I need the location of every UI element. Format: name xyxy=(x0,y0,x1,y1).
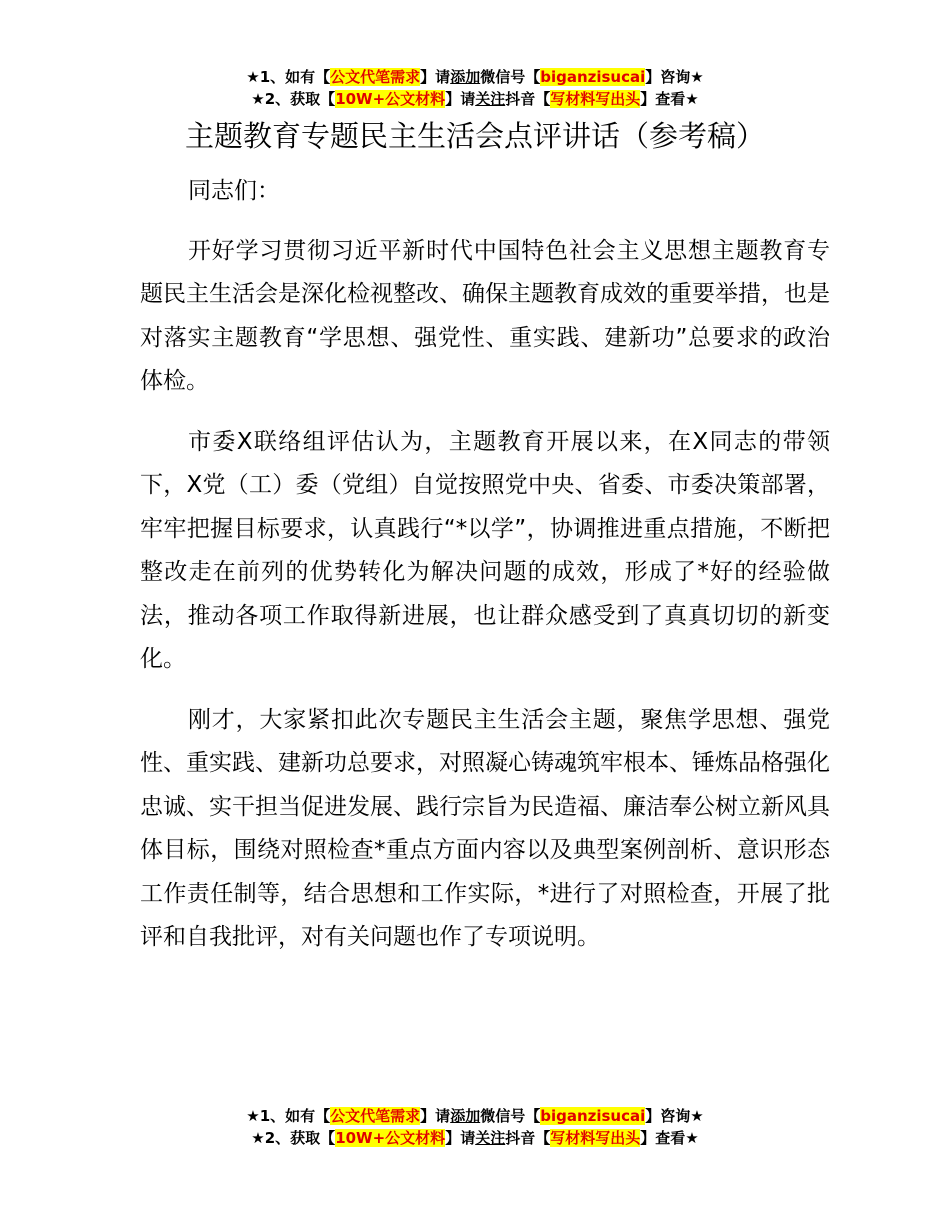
header-banner xyxy=(0,66,950,110)
banner-text: 】请 xyxy=(420,1107,451,1125)
banner-highlight-service: 公文代笔需求 xyxy=(330,68,421,86)
document-title: 主题教育专题民主生活会点评讲话（参考稿） xyxy=(184,119,765,153)
banner-text: 抖音【 xyxy=(505,1129,551,1147)
banner-text: 抖音【 xyxy=(505,90,551,108)
document-body xyxy=(140,170,830,977)
banner-line-1 xyxy=(0,66,950,88)
paragraph-2: 市委X联络组评估认为，主题教育开展以来，在X同志的带领下，X党（工）委（党组）自觉按照党中央、省委、市委决策部署，牢牢把握目标要求，认真践行“*以学”，协调推进重点措施，不断把整改走在前列的优势转化为解决问题的成效，形成了*好的经验做法，推动各项工作取得新进展，也让群众感受到了真真切切的新变化。 xyxy=(140,428,830,672)
banner-highlight-materials: 10W+公文材料 xyxy=(335,1129,446,1147)
banner-text: 】请 xyxy=(420,68,451,86)
banner-line-2 xyxy=(0,1127,950,1149)
paragraph-1: 开好学习贯彻习近平新时代中国特色社会主义思想主题教育专题民主生活会是深化检视整改、确保主题教育成效的重要举措，也是对落实主题教育“学思想、强党性、重实践、建新功”总要求的政治体检。 xyxy=(140,237,830,394)
banner-highlight-wechat-id: biganzisucai xyxy=(540,68,646,86)
banner-text: 】请 xyxy=(445,90,476,108)
banner-text: ★2、获取【 xyxy=(251,90,336,108)
banner-text: ★1、如有【 xyxy=(246,1107,331,1125)
banner-highlight-service: 公文代笔需求 xyxy=(330,1107,421,1125)
banner-underlined-text: 关注 xyxy=(475,1129,506,1147)
banner-text: 】咨询★ xyxy=(645,68,704,86)
banner-highlight-materials: 10W+公文材料 xyxy=(335,90,446,108)
footer-banner xyxy=(0,1105,950,1149)
banner-text: ★1、如有【 xyxy=(246,68,331,86)
banner-underlined-text: 添加 xyxy=(450,68,481,86)
banner-text: 】查看★ xyxy=(640,1129,699,1147)
paragraph-3: 刚才，大家紧扣此次专题民主生活会主题，聚焦学思想、强党性、重实践、建新功总要求，对照凝心铸魂筑牢根本、锤炼品格强化忠诚、实干担当促进发展、践行宗旨为民造福、廉洁奉公树立新风具体目标，围绕对照检查*重点方面内容以及典型案例剖析、意识形态工作责任制等，结合思想和工作实际，*进行了对照检查，开展了批评和自我批评，对有关问题也作了专项说明。 xyxy=(140,706,830,950)
banner-highlight-douyin-account: 写材料写出头 xyxy=(550,1129,641,1147)
banner-text: ★2、获取【 xyxy=(251,1129,336,1147)
banner-underlined-text: 关注 xyxy=(475,90,506,108)
banner-highlight-wechat-id: biganzisucai xyxy=(540,1107,646,1125)
banner-text: 】请 xyxy=(445,1129,476,1147)
salutation: 同志们： xyxy=(188,178,280,204)
banner-text: 微信号【 xyxy=(480,1107,541,1125)
banner-text: 】咨询★ xyxy=(645,1107,704,1125)
banner-text: 微信号【 xyxy=(480,68,541,86)
banner-line-2 xyxy=(0,88,950,110)
banner-line-1 xyxy=(0,1105,950,1127)
banner-underlined-text: 添加 xyxy=(450,1107,481,1125)
banner-text: 】查看★ xyxy=(640,90,699,108)
banner-highlight-douyin-account: 写材料写出头 xyxy=(550,90,641,108)
